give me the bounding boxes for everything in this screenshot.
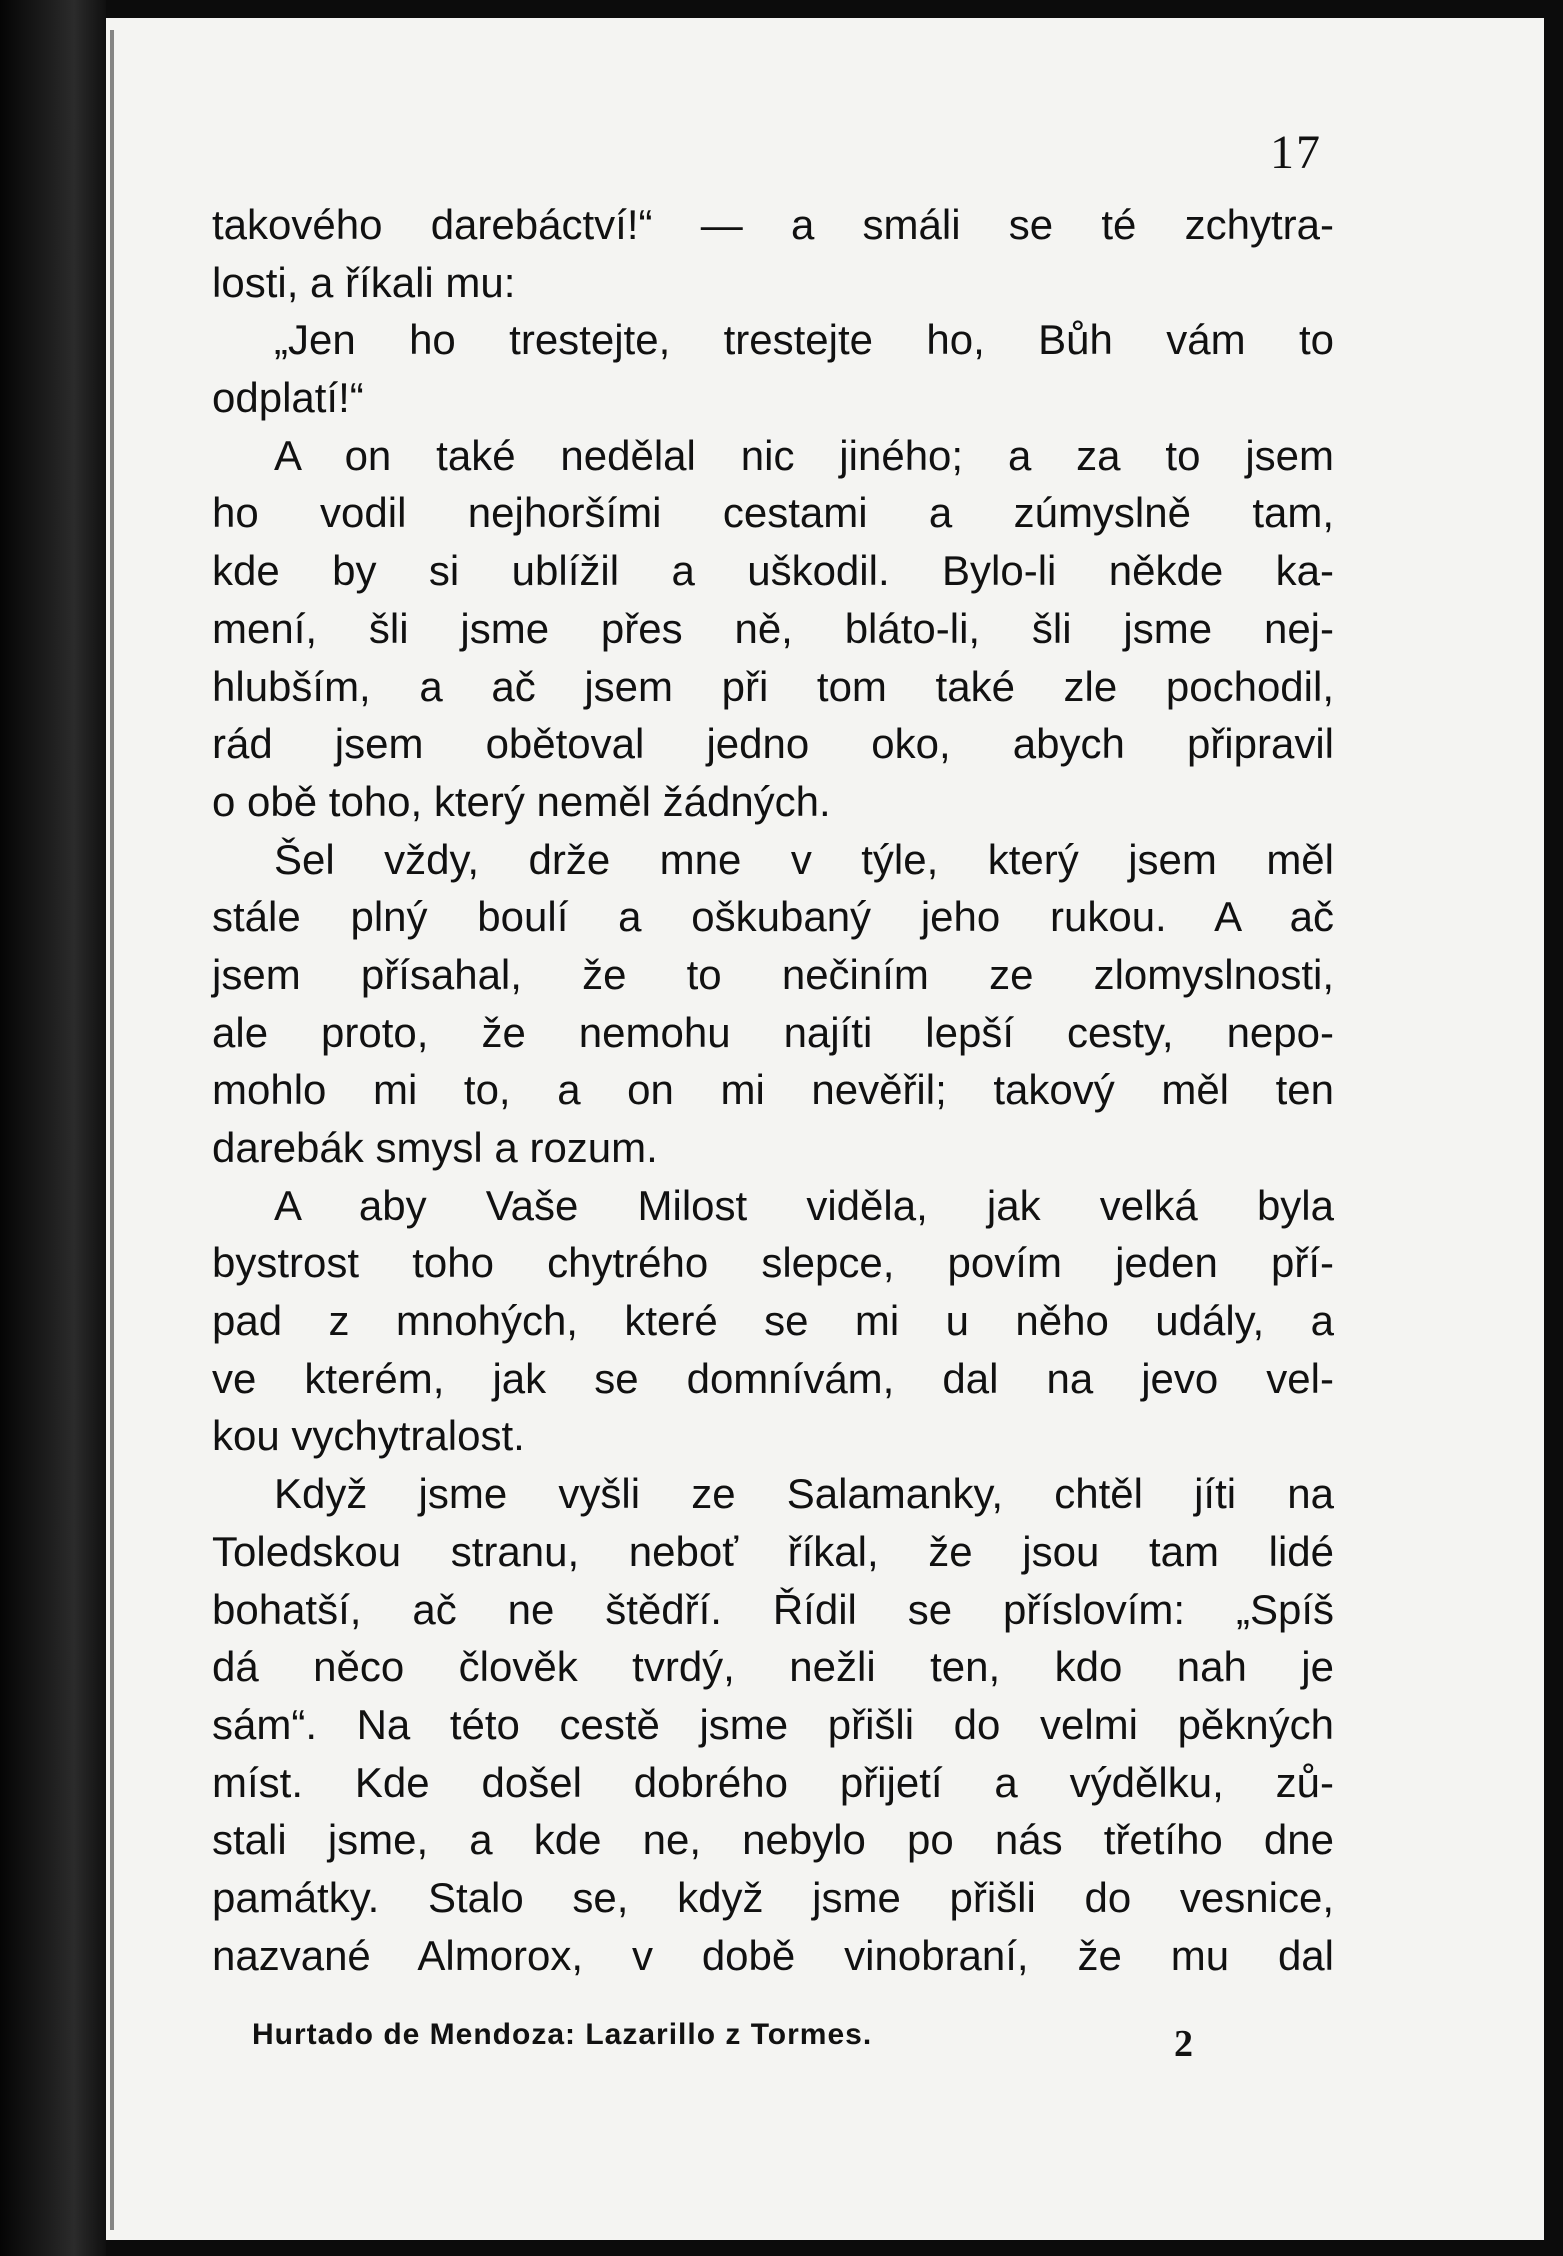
text-line: kde by si ublížil a uškodil. Bylo-li někde ka- xyxy=(212,547,1334,595)
text-line: hlubším, a ač jsem při tom také zle pochodil, xyxy=(212,662,1334,710)
text-line: stali jsme, a kde ne, nebylo po nás třetího dne xyxy=(212,1816,1334,1864)
text-line: kou vychytralost. xyxy=(212,1412,525,1460)
text-line: odplatí!“ xyxy=(212,374,364,422)
text-line: A aby Vaše Milost viděla, jak velká byla xyxy=(274,1181,1334,1229)
text-line: mohlo mi to, a on mi nevěřil; takový měl ten xyxy=(212,1066,1334,1114)
signature-mark: 2 xyxy=(1174,2023,1193,2065)
text-line: losti, a říkali mu: xyxy=(212,258,516,306)
text-line: sám“. Na této cestě jsme přišli do velmi pěkných xyxy=(212,1700,1334,1748)
text-line: jsem přísahal, že to nečiním ze zlomyslnosti, xyxy=(212,950,1334,998)
text-line: o obě toho, který neměl žádných. xyxy=(212,777,831,825)
book-binding-edge xyxy=(0,0,106,2256)
text-line: Když jsme vyšli ze Salamanky, chtěl jíti na xyxy=(274,1470,1334,1518)
text-line: A on také nedělal nic jiného; a za to jsem xyxy=(274,431,1334,479)
text-line: Toledskou stranu, neboť říkal, že jsou tam lidé xyxy=(212,1527,1334,1575)
text-line: Šel vždy, drže mne v týle, který jsem měl xyxy=(274,835,1334,883)
text-line: stále plný boulí a oškubaný jeho rukou. A ač xyxy=(212,893,1334,941)
text-line: bystrost toho chytrého slepce, povím jeden pří- xyxy=(212,1239,1334,1287)
text-line: pad z mnohých, které se mi u něho udály, a xyxy=(212,1297,1334,1345)
page-gutter-line xyxy=(110,30,114,2230)
text-line: darebák smysl a rozum. xyxy=(212,1124,658,1171)
page-number: 17 xyxy=(1270,126,1322,179)
page-footer: Hurtado de Mendoza: Lazarillo z Tormes. xyxy=(252,2018,873,2051)
text-line: rád jsem obětoval jedno oko, abych připravil xyxy=(212,720,1334,768)
text-line: dá něco člověk tvrdý, nežli ten, kdo nah je xyxy=(212,1643,1334,1691)
text-line: „Jen ho trestejte, trestejte ho, Bůh vám to xyxy=(274,316,1334,364)
text-line: bohatší, ač ne štědří. Řídil se příslovím: „Spíš xyxy=(212,1585,1334,1633)
text-line: takového darebáctví!“ — a smáli se té zchytra- xyxy=(212,201,1334,248)
text-line: památky. Stalo se, když jsme přišli do vesnice, xyxy=(212,1873,1334,1921)
text-line: míst. Kde došel dobrého přijetí a výdělku, zů- xyxy=(212,1758,1334,1806)
text-line: ale proto, že nemohu najíti lepší cesty, nepo- xyxy=(212,1008,1334,1056)
text-line: nazvané Almorox, v době vinobraní, že mu dal xyxy=(212,1931,1334,1979)
text-line: ve kterém, jak se domnívám, dal na jevo vel- xyxy=(212,1354,1334,1402)
text-line: ho vodil nejhoršími cestami a zúmyslně tam, xyxy=(212,489,1334,537)
text-line: mení, šli jsme přes ně, bláto-li, šli jsme nej- xyxy=(212,604,1334,652)
body-text xyxy=(212,196,1334,1984)
